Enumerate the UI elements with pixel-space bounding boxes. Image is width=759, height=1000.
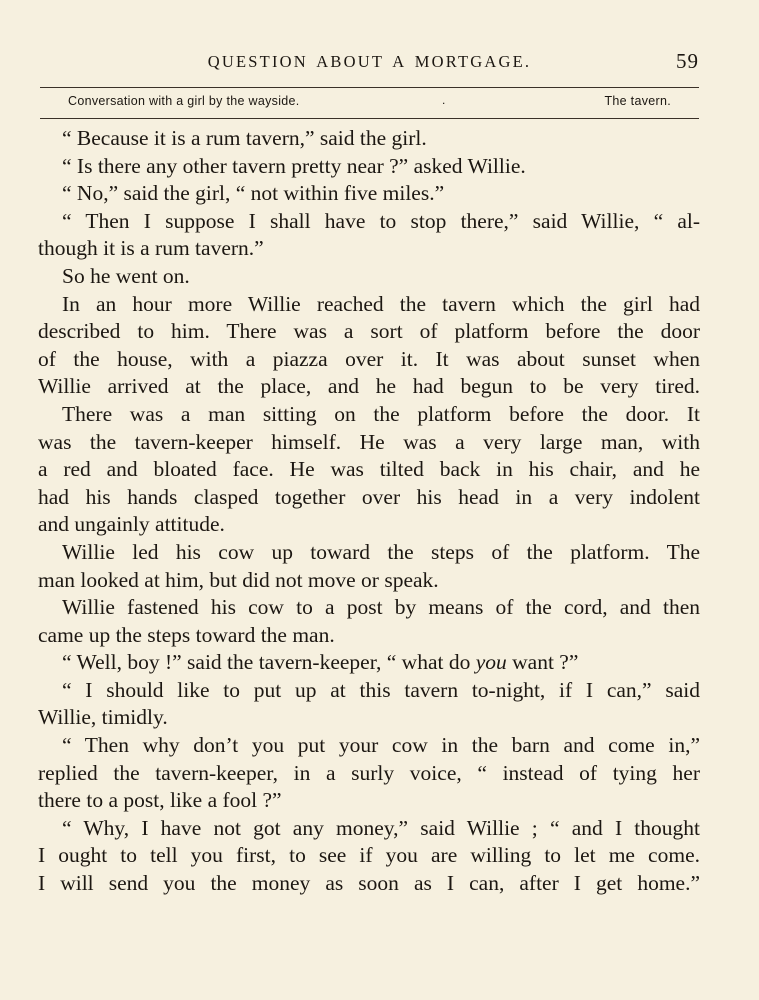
text-line: had his hands clasped together over his head in a very indolent [38,484,700,509]
running-title: QUESTION ABOUT A MORTGAGE. [207,52,532,71]
italic-word: you [475,650,507,675]
text-line: So he went on. [62,263,190,288]
text-line: Willie led his cow up toward the steps of the platform. The [62,539,700,564]
text-segment: “ Well, boy !” said the tavern-keeper, “ what do [62,650,471,675]
text-line: replied the tavern-keeper, in a surly voice, “ instead of tying her [38,760,700,785]
text-line: there to a post, like a fool ?” [38,788,282,813]
text-line [38,649,700,677]
text-line: Willie, timidly. [38,705,168,730]
text-line: “ Because it is a rum tavern,” said the girl. [62,126,427,150]
text-line: “ No,” said the girl, “ not within five miles.” [62,181,445,206]
text-line: described to him. There was a sort of platform before the door [38,319,700,344]
header-rule-bottom [40,118,699,119]
text-line: “ I should like to put up at this tavern to-night, if I can,” said [62,677,700,702]
subhead-right: The tavern. [604,94,671,108]
running-head [40,49,699,76]
text-line: though it is a rum tavern.” [38,236,264,261]
header-rule-top [40,87,699,88]
text-line: “ Then I suppose I shall have to stop there,” said Willie, “ al- [62,208,700,233]
subhead-left: Conversation with a girl by the wayside. [68,94,300,108]
text-line: In an hour more Willie reached the tavern which the girl had [62,291,700,316]
text-line: Willie arrived at the place, and he had begun to be very tired. [38,374,700,399]
text-line: a red and bloated face. He was tilted back in his chair, and he [38,457,700,482]
text-line: man looked at him, but did not move or speak. [38,567,439,592]
text-line: “ Why, I have not got any money,” said Willie ; “ and I thought [62,815,700,840]
section-subhead [68,94,671,112]
text-line: “ Is there any other tavern pretty near ?” asked Willie. [62,153,526,178]
text-line: I will send you the money as soon as I can, after I get home.” [38,871,700,896]
text-line: and ungainly attitude. [38,512,225,537]
text-line: Willie fastened his cow to a post by means of the cord, and then [62,595,700,620]
text-line: There was a man sitting on the platform before the door. It [62,401,700,426]
page-number: 59 [676,49,699,73]
text-line: was the tavern-keeper himself. He was a very large man, with [38,429,700,454]
text-line: “ Then why don’t you put your cow in the barn and come in,” [62,733,700,758]
text-line: I ought to tell you first, to see if you are willing to let me come. [38,843,700,868]
text-segment: want ?” [506,650,579,675]
text-line: came up the steps toward the man. [38,622,335,647]
body-text [38,125,700,898]
subhead-mark: . [442,93,446,107]
text-line: of the house, with a piazza over it. It was about sunset when [38,346,700,371]
